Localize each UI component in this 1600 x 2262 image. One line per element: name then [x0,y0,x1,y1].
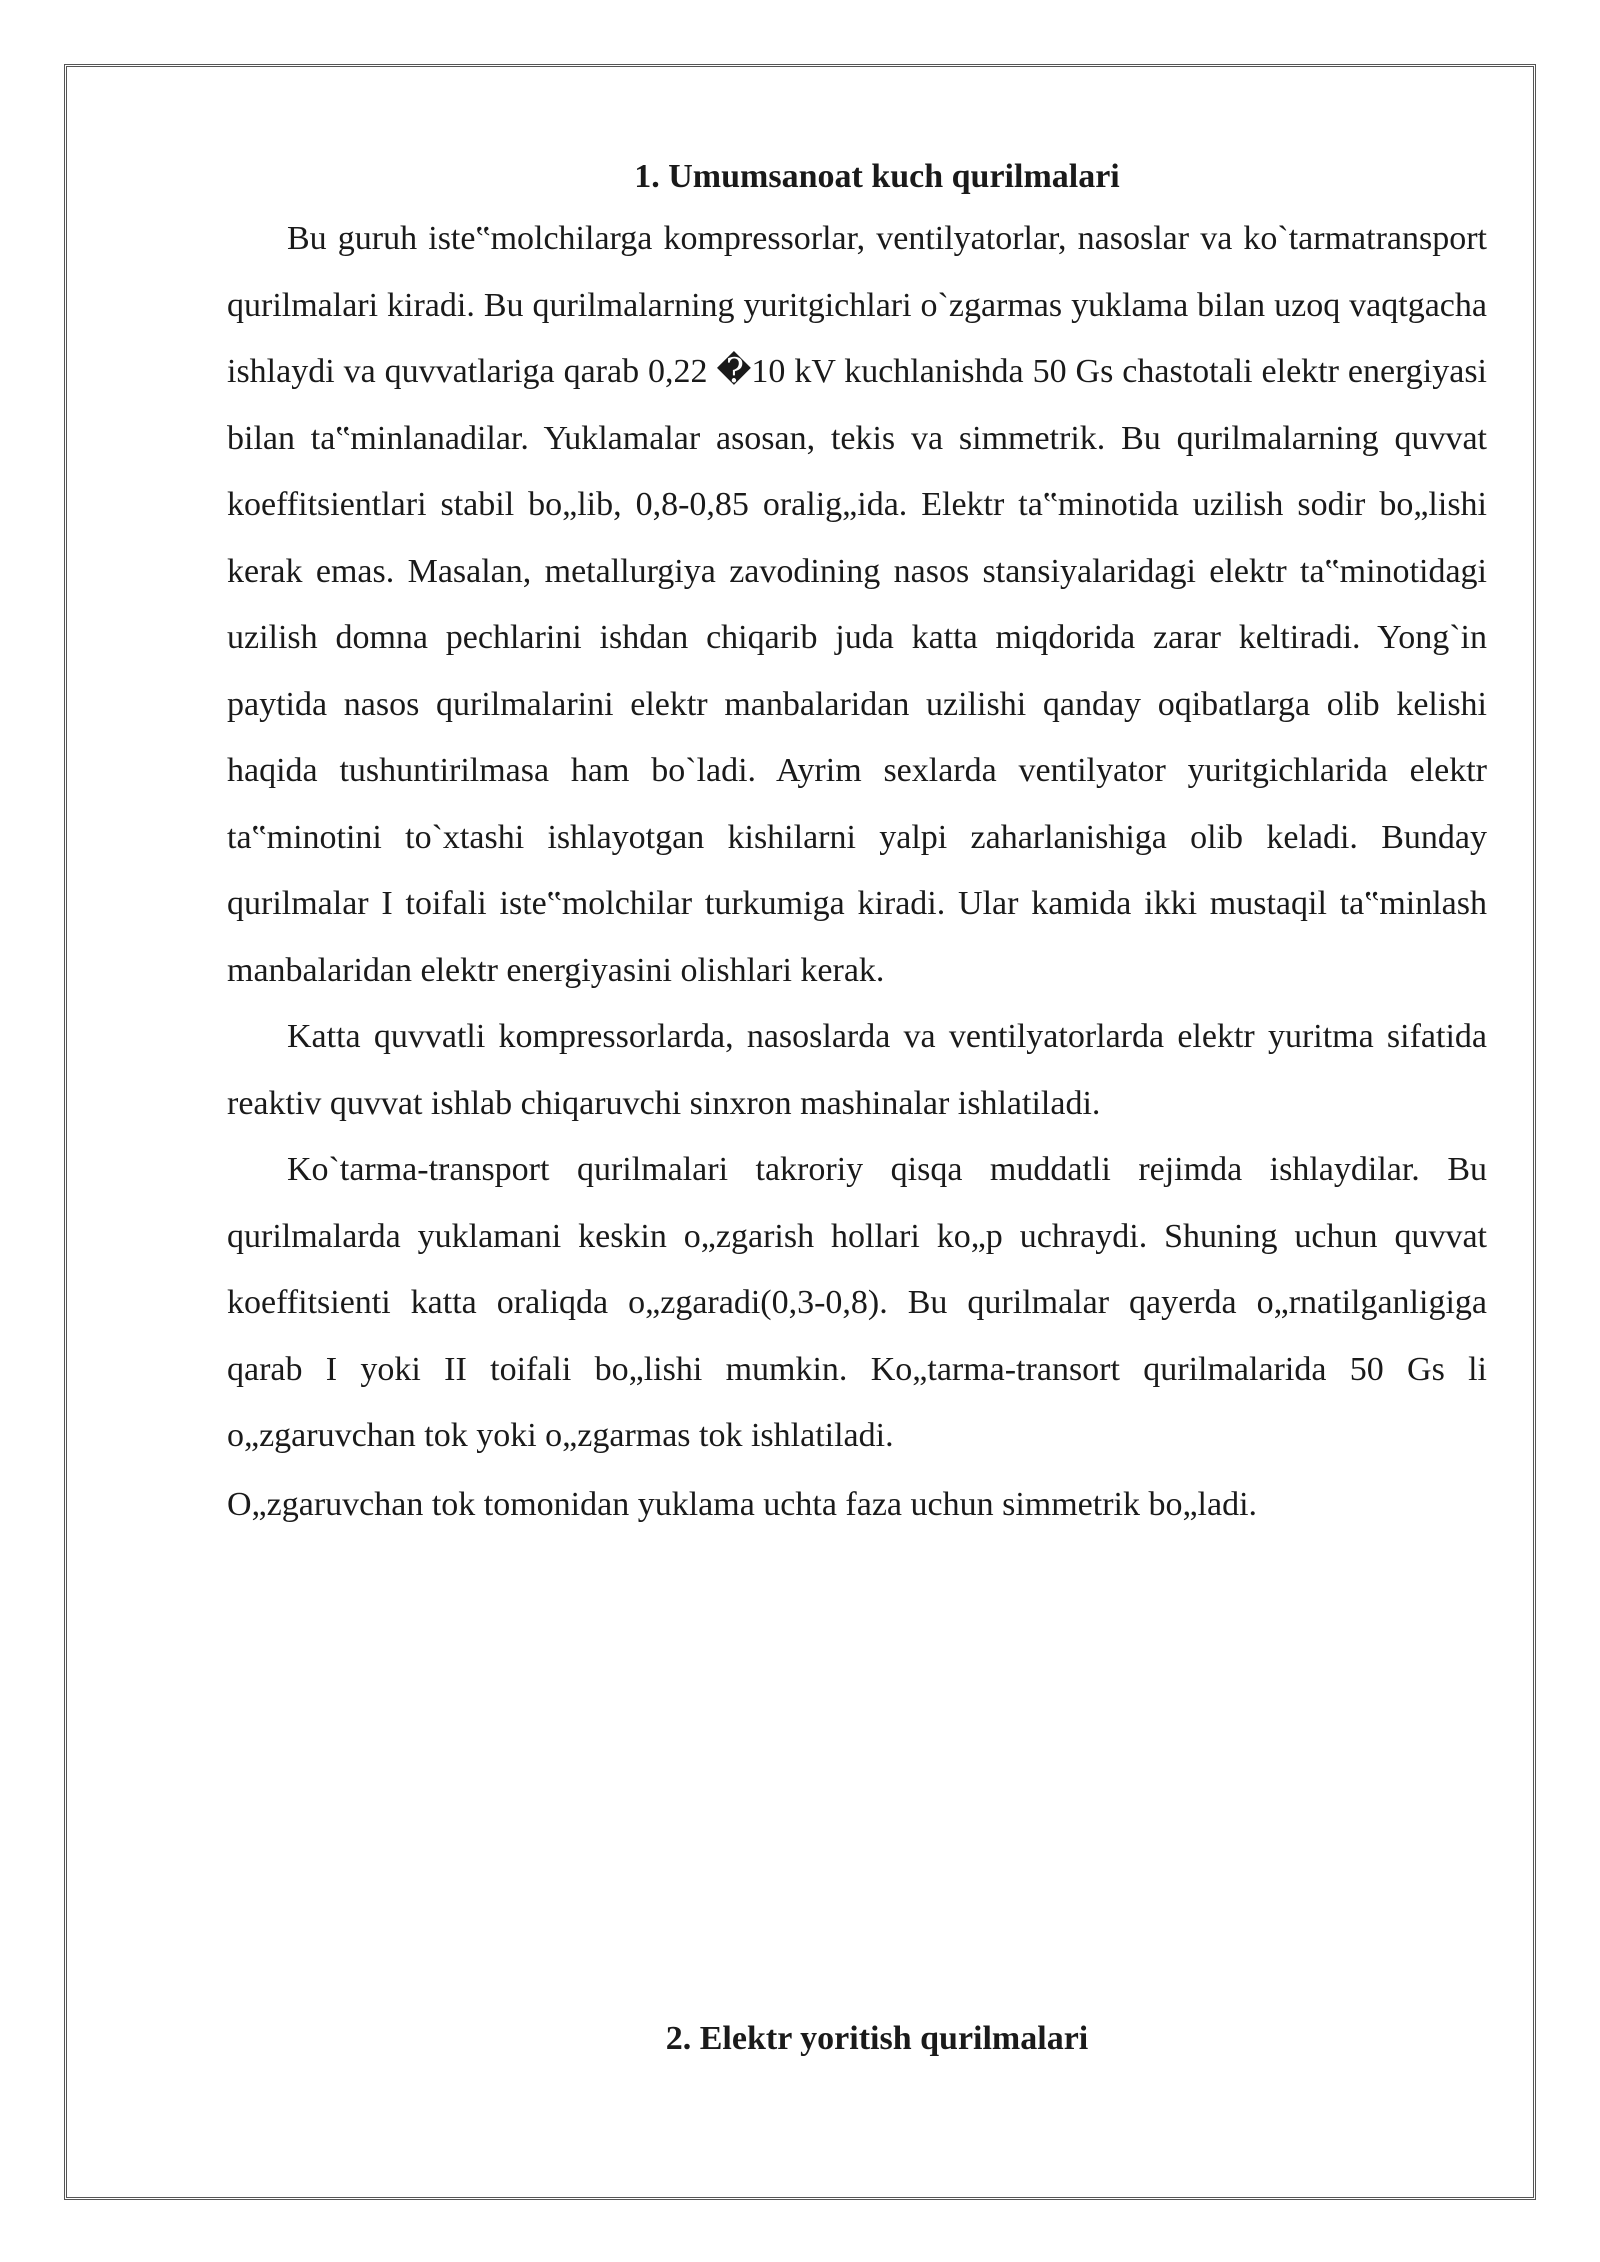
section-2-heading: 2. Elektr yoritish qurilmalari [665,2020,1089,2057]
section-1-final-line: O„zgaruvchan tok tomonidan yuklama uchta faza uchun simmetrik bo„ladi. [227,1485,1258,1523]
section-1-paragraph-1: Bu guruh iste‟molchilarga kompressorlar, ventilyatorlar, nasoslar va ko`tarmatransport qurilmalari kiradi. Bu qurilmalarning yuritgichlari o`zgarmas yuklama bilan uzoq vaqtgacha ishlaydi va quvvatlariga qarab 0,22 �10 kV kuchlanishda 50 Gs chastotali elektr energiyasi bilan ta‟minlanadilar. Yuklamalar asosan, tekis va simmetrik. Bu qurilmalarning quvvat koeffitsientlari stabil bo„lib, 0,8-0,85 oralig„ida. Elektr ta‟minotida uzilish sodir bo„lishi kerak emas. Masalan, metallurgiya zavodining nasos stansiyalaridagi elektr ta‟minotidagi uzilish domna pechlarini ishdan chiqarib juda katta miqdorida zarar keltiradi. Yong`in paytida nasos qurilmalarini elektr manbalaridan uzilishi qanday oqibatlarga olib kelishi haqida tushuntirilmasa ham bo`ladi. Ayrim sexlarda ventilyator yuritgichlarida elektr ta‟minotini to`xtashi ishlayotgan kishilarni yalpi zaharlanishiga olib keladi. Bunday qurilmalar I toifali iste‟molchilar turkumiga kiradi. Ular kamida ikki mustaqil ta‟minlash manbalaridan elektr energiyasini olishlari kerak. [227,220,1487,989]
section-1-paragraph-3: Ko`tarma-transport qurilmalari takroriy qisqa muddatli rejimda ishlaydilar. Bu qurilmalarda yuklamani keskin o„zgarish hollari ko„p uchraydi. Shuning uchun quvvat koeffitsienti katta oraliqda o„zgaradi(0,3-0,8). Bu qurilmalar qayerda o„rnatilganligiga qarab I yoki II toifali bo„lishi mumkin. Ko„tarma-transort qurilmalarida 50 Gs li o„zgaruvchan tok yoki o„zgarmas tok ishlatiladi. [227,1151,1487,1454]
page-content [227,150,1487,1538]
section-1-paragraph-2: Katta quvvatli kompressorlarda, nasoslarda va ventilyatorlarda elektr yuritma sifatida reaktiv quvvat ishlab chiqaruvchi sinxron mashinalar ishlatiladi. [227,1018,1487,1122]
section-1-heading: 1. Umumsanoat kuch qurilmalari [634,158,1120,195]
